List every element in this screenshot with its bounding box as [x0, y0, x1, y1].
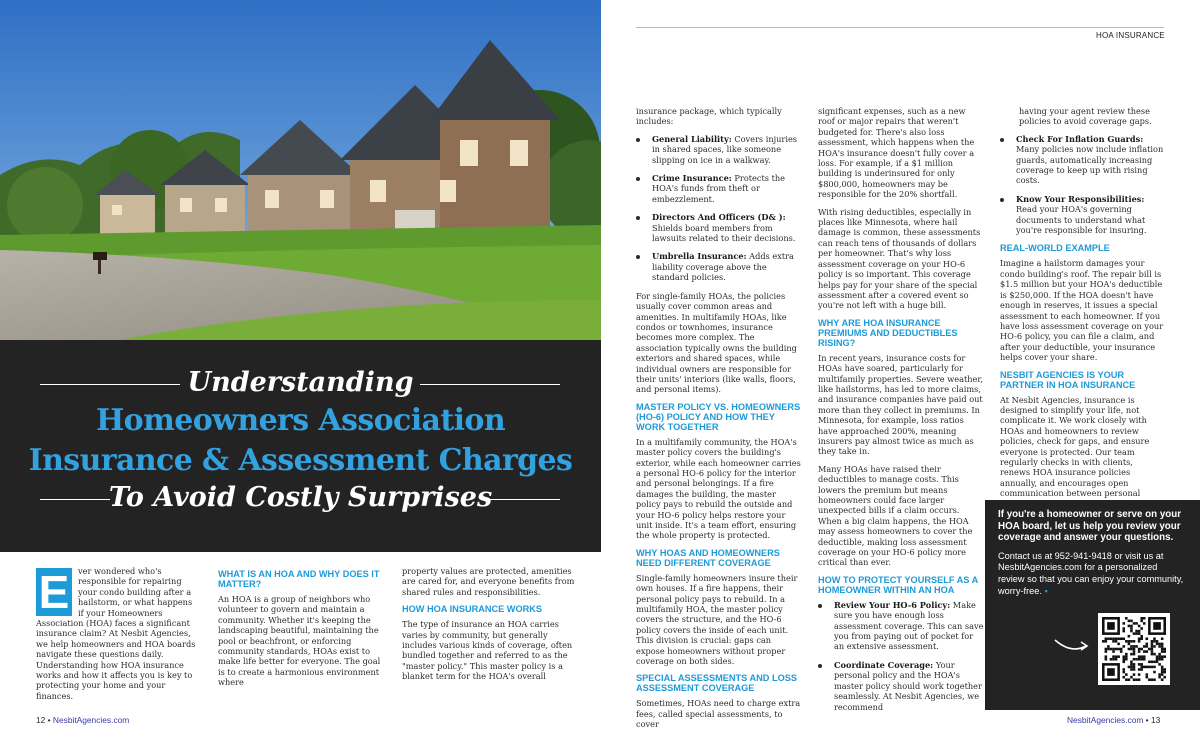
column-how-insurance-works [402, 566, 582, 689]
protect-list-continued [1000, 134, 1164, 236]
curved-arrow-icon [1053, 636, 1093, 656]
footer-website-left[interactable]: NesbitAgencies.com [52, 715, 130, 725]
paragraph-many-hoas: Many HOAs have raised their deductibles to manage costs. This lowers the premium but means homeowners could face larger unexpected bills if a claim occurs. When a big claim happens, the HOA may assess homeowners to cover the deductible, making loss assessment coverage on your HO-6 policy more critical than ever. [818, 463, 973, 568]
heading-different-coverage: WHY HOAS AND HOMEOWNERS NEED DIFFERENT COVERAGE [636, 547, 780, 568]
heading-special-assessments: SPECIAL ASSESSMENTS AND LOSS ASSESSMENT COVERAGE [636, 673, 797, 694]
paragraph-master-policy: In a multifamily community, the HOA's master policy covers the building's exterior, while each homeowner carries a personal HO-6 policy for the interior and personal belongings. If a fire damages the building, the master policy pays to rebuild the outside and your HO-6 policy helps restore your unit inside. It's a team effort, ensuring the whole property is protected. [636, 436, 801, 541]
heading-real-world-example: REAL-WORLD EXAMPLE [1000, 243, 1110, 254]
heading-master-policy: MASTER POLICY VS. HOMEOWNERS (HO-6) POLICY AND HOW THEY WORK TOGETHER [636, 401, 801, 432]
title-line-4: To Avoid Costly Surprises [108, 482, 493, 513]
protect-list [818, 600, 984, 712]
footer-left [36, 715, 129, 725]
end-mark-icon: ▪ [1044, 585, 1048, 596]
footer-website-right[interactable]: NesbitAgencies.com [1067, 715, 1144, 725]
column-premiums [818, 106, 984, 720]
intro-paragraph [36, 566, 196, 701]
paragraph-special-assessments: Sometimes, HOAs need to charge extra fees, called special assessments, to cover [636, 698, 801, 730]
paragraph-significant-expenses: significant expenses, such as a new roof or major repairs that weren't budgeted for. There's also loss assessment, which happens when the HOA's insurance doesn't fully cover a loss. For example, if a $1 million building is underinsured for only $800,000, homeowners may be responsible for the 20% shortfall. [818, 106, 975, 200]
paragraph-partner: At Nesbit Agencies, insurance is designed to simplify your life, not complicate it. We work closely with HOAs and homeowners to review policies, check for gaps, and ensure everyone is protected. Our team regularly checks in with clients, renews HOA insurance policies annually, and encourages open communication between personal [1000, 394, 1150, 499]
list-item: Know Your Responsibilities: Read your HOA's governing documents to understand what you're responsible for insuring. [1000, 194, 1164, 236]
cta-body [998, 551, 1186, 597]
column-real-world [1000, 106, 1164, 516]
qr-code-icon[interactable] [1098, 613, 1170, 685]
paragraph-rising-deductibles: With rising deductibles, especially in places like Minnesota, where hail damage is common, these assessments can reach tens of thousands of dollars per homeowner. That's why loss assessment coverage on your HO-6 policy is so important. This coverage helps pay for your share of the special assessment after a covered event so you're not left with a huge bill. [818, 206, 981, 311]
list-item: Directors And Officers (D& ): Shields board members from lawsuits related to their decisions. [636, 212, 802, 243]
coverage-list [636, 134, 802, 283]
list-item: Check For Inflation Guards: Many policies now include inflation guards, automatically increasing coverage to keep up with rising costs. [1000, 134, 1164, 186]
list-item: Crime Insurance: Protects the HOA's funds from theft or embezzlement. [636, 173, 802, 204]
paragraph-recent-years: In recent years, insurance costs for HOAs have soared, particularly for multifamily properties. Severe weather, like hailstorms, has led to more claims, and insurance companies have paid out more than they collect in premiums. In Minnesota, for example, loss ratios have approached 200%, meaning insurers pay almost twice as much as they take in. [818, 352, 983, 457]
heading-what-is-hoa: WHAT IS AN HOA AND WHY DOES IT MATTER? [218, 569, 380, 589]
paragraph-different-coverage: Single-family homeowners insure their own houses. If a fire happens, their personal policy pays to rebuild. In a multifamily HOA, the master policy covers the structure, and the HO-6 policy covers the inside of each unit. This division is crucial: gaps can expose homeowners without proper coverage on both sides. [636, 572, 798, 667]
page-number-right: 13 [1150, 715, 1161, 725]
title-banner [0, 340, 601, 552]
column-intro [36, 566, 196, 708]
heading-how-insurance-works: HOW HOA INSURANCE WORKS [402, 604, 543, 615]
paragraph-real-world-example: Imagine a hailstorm damages your condo building's roof. The repair bill is $1.5 million but your HOA's deductible is $250,000. If the HOA doesn't have enough in reserves, it issues a special assessment to each homeowner. If you have loss assessment coverage on your HO-6 policy, you can file a claim, and after your deductible, your insurance helps cover your share. [1000, 258, 1164, 363]
paragraph-what-is-hoa: An HOA is a group of neighbors who volunteer to govern and maintain a community. Whether it's keeping the landscaping beautiful, maintaining the pool or beachfront, or enforcing community standards, HOAs exist to make life better for everyone. The goal is to create a harmonious environment where [218, 594, 381, 688]
cta-heading: If you're a homeowner or serve on your HOA board, let us help you review your coverage and answer your questions. [998, 509, 1182, 544]
list-item: General Liability: Covers injuries in shared spaces, like someone slipping on ice in a walkway. [636, 134, 802, 165]
title-line-1: Understanding [187, 367, 414, 398]
column-master-policy [636, 106, 802, 737]
heading-protect-yourself: HOW TO PROTECT YOURSELF AS A HOMEOWNER WITHIN AN HOA [818, 574, 978, 595]
section-label-right: HOA INSURANCE [1096, 31, 1165, 40]
paragraph-how-insurance-works: The type of insurance an HOA carries varies by community, but generally includes various kinds of coverage, often bundled together and referred to as the "master policy." This master policy is a blanket term for the HOA's overall [402, 619, 573, 682]
column-what-is-hoa [218, 569, 384, 695]
paragraph-insurance-package: insurance package, which typically includes: [636, 106, 782, 127]
list-item: Umbrella Insurance: Adds extra liability coverage above the standard policies. [636, 251, 802, 282]
hero-photo-neighborhood [0, 0, 601, 340]
paragraph-property-values: property values are protected, amenities are cared for, and everyone benefits from shared rules and responsibilities. [402, 566, 575, 597]
paragraph-agent-review: having your agent review these policies to avoid coverage gaps. [1019, 106, 1152, 127]
paragraph-single-family: For single-family HOAs, the policies usually cover common areas and amenities. In multifamily HOAs, like condos or townhomes, insurance becomes more complex. The association typically owns the building exteriors and shared spaces, while individual owners are responsible for their units' interiors (like walls, floors, and personal items). [636, 290, 797, 395]
title-line-2: Homeowners Association [95, 403, 506, 438]
page-number-left: 12 [36, 715, 46, 725]
heading-partner: NESBIT AGENCIES IS YOUR PARTNER IN HOA INSURANCE [1000, 369, 1136, 390]
heading-premiums-rising: WHY ARE HOA INSURANCE PREMIUMS AND DEDUCTIBLES RISING? [818, 317, 958, 348]
footer-separator-left: • [47, 715, 51, 725]
list-item: Review Your HO-6 Policy: Make sure you have enough loss assessment coverage. This can save you from paying out of pocket for an extensive assessment. [818, 600, 984, 652]
footer-separator-right: • [1145, 715, 1149, 725]
drop-cap: E [36, 568, 72, 616]
list-item: Coordinate Coverage: Your personal policy and the HOA's master policy should work together seamlessly. At Nesbit Agencies, we recommend [818, 660, 984, 712]
intro-text: ver wondered who's responsible for repairing your condo building after a hailstorm, or what happens if your Homeowners Association (HOA) faces a significant insurance claim? At Nesbit Agencies, we help homeowners and HOA boards navigate these questions daily. Understanding how HOA insurance works and how it affects you is key to protecting your home and your finances. [36, 566, 196, 701]
title-line-3: Insurance & Assessment Charges [28, 443, 573, 478]
header-rule-right [636, 27, 1164, 28]
footer-right [1067, 715, 1160, 725]
cta-body-text: Contact us at 952-941-9418 or visit us at NesbitAgencies.com for a personalized review so that you can enjoy your community, worry-free. [998, 550, 1184, 596]
cta-box [985, 500, 1200, 710]
